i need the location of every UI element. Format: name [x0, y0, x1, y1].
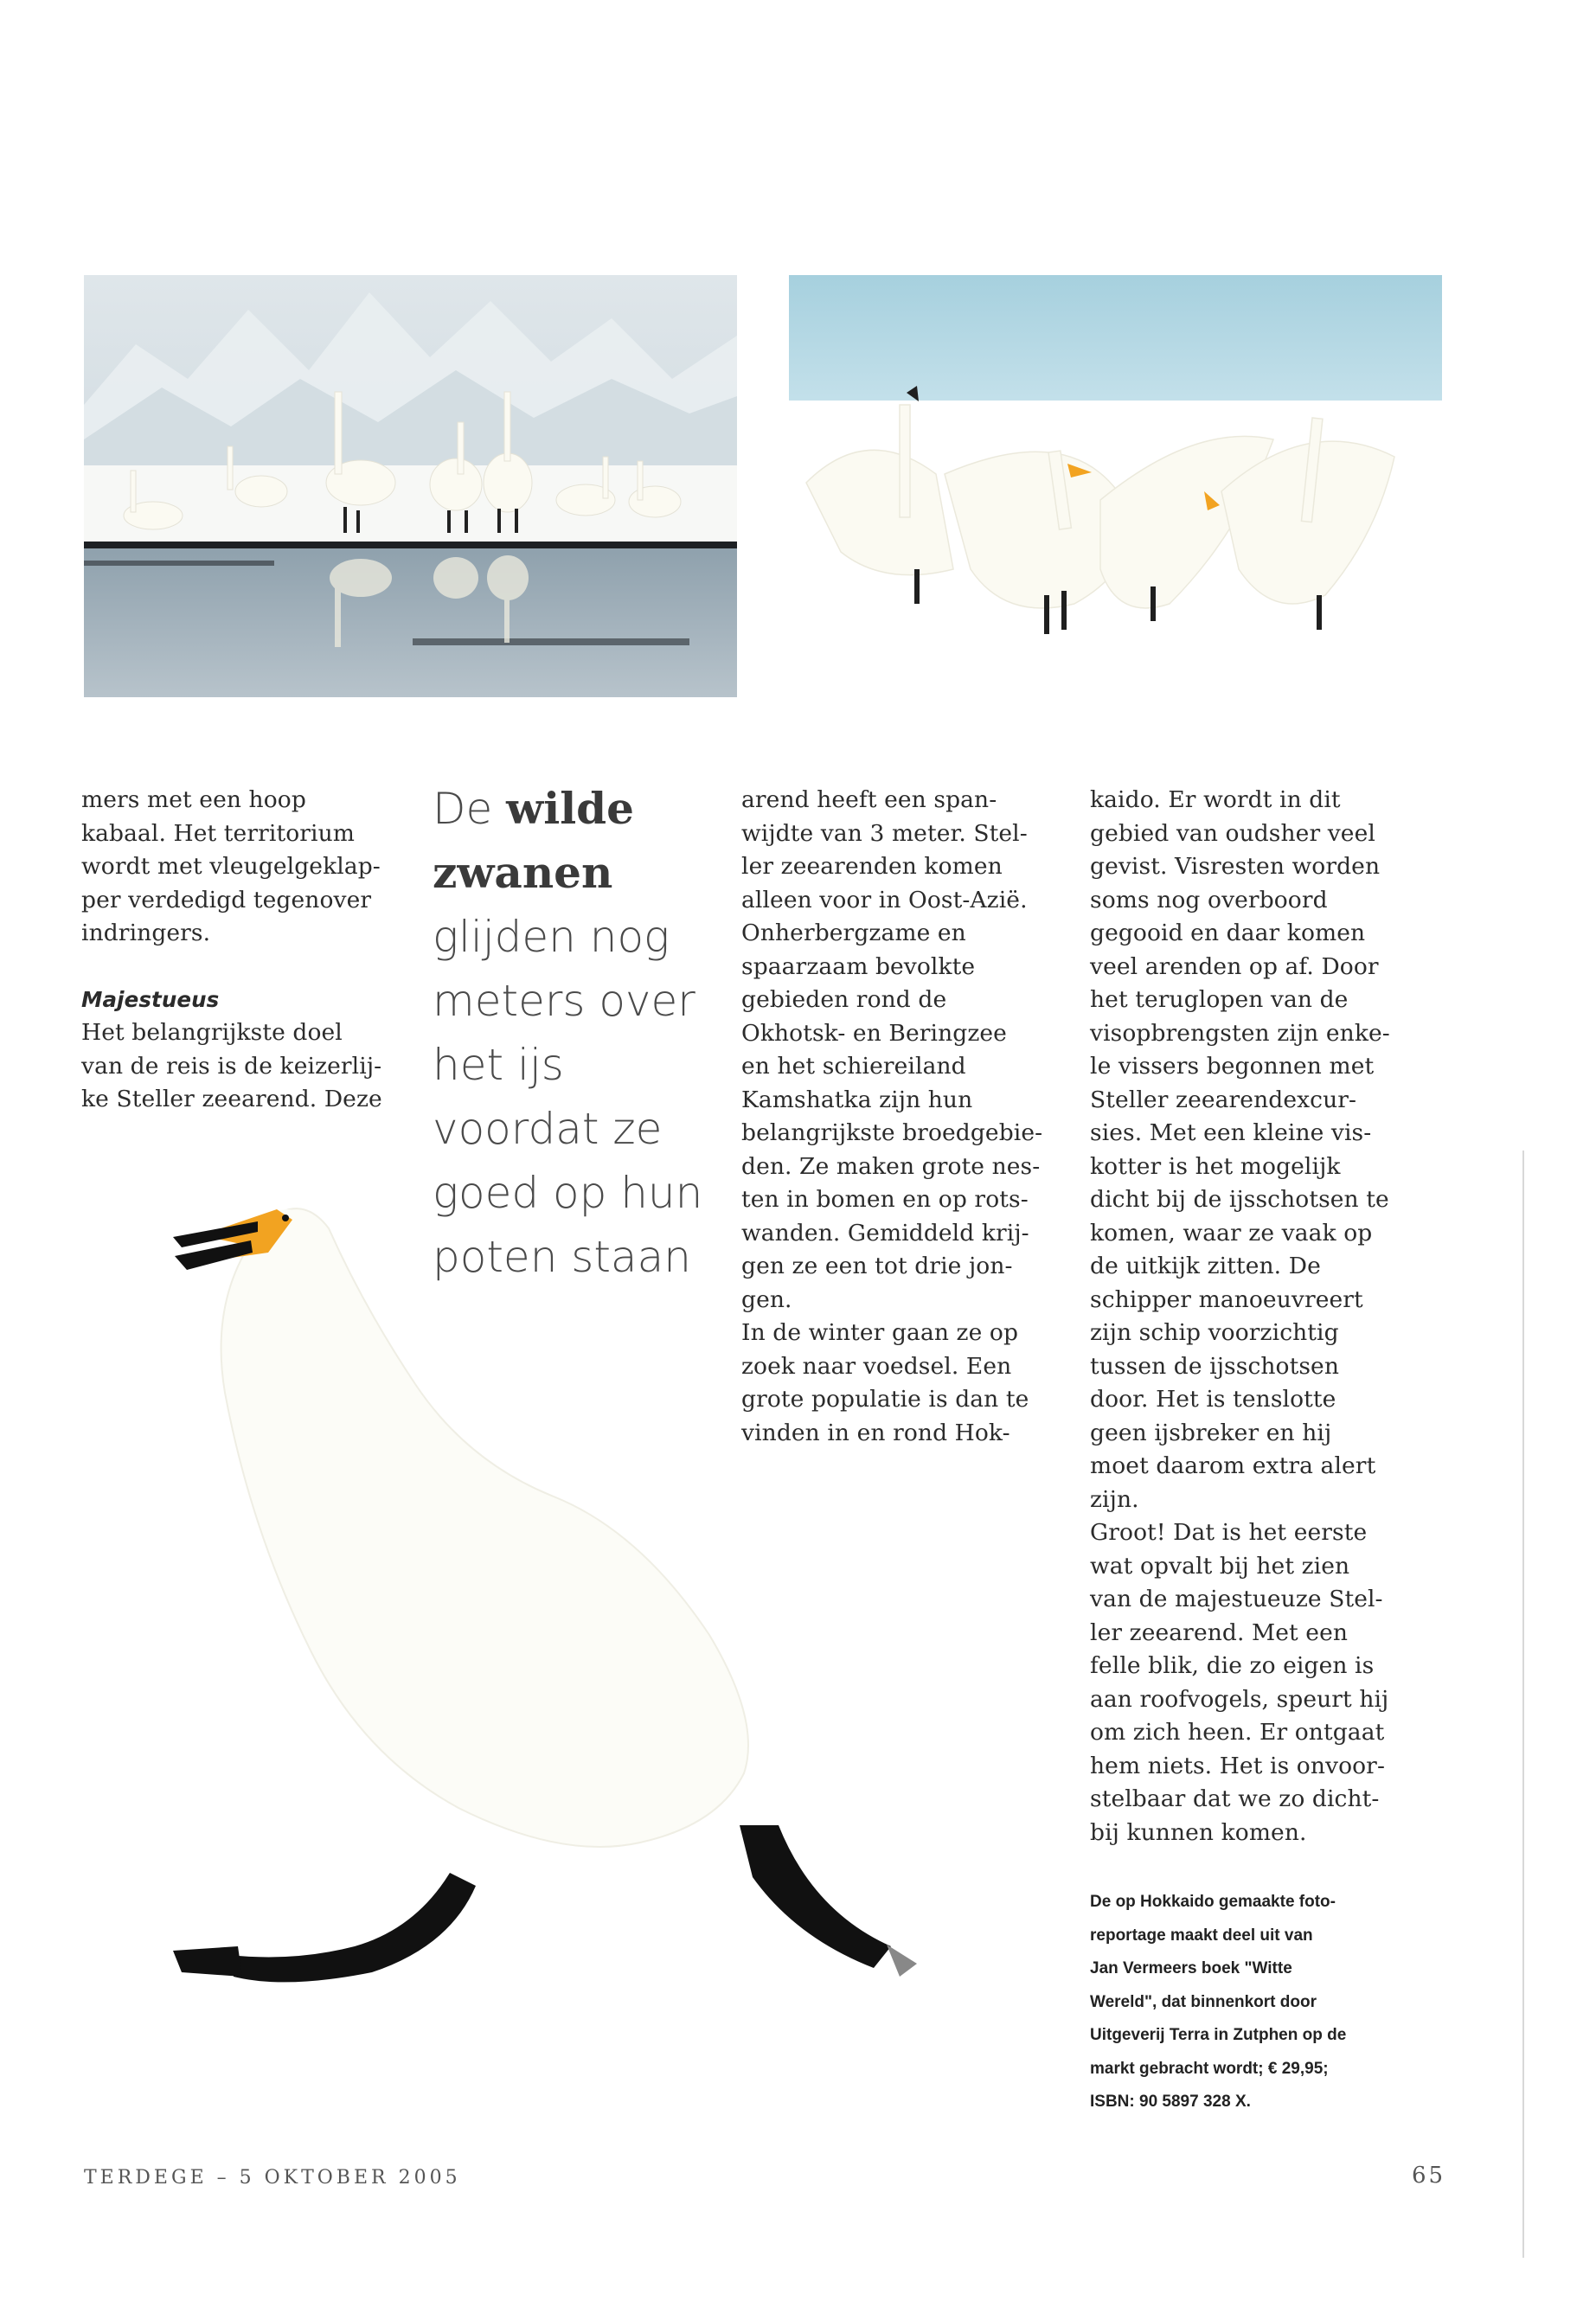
text-line: door. Het is tenslotte [1090, 1386, 1336, 1413]
text-line: Het belangrijkste doel [81, 1019, 343, 1046]
text-line: felle blik, die zo eigen is [1090, 1652, 1375, 1679]
text-line: moet daarom extra alert [1090, 1452, 1376, 1479]
text-line: kaido. Er wordt in dit [1090, 786, 1341, 813]
text-line: reportage maakt deel uit van [1090, 1926, 1313, 1945]
text-line: In de winter gaan ze op [741, 1319, 1019, 1346]
article-column-3 [741, 784, 1044, 1450]
text-line: het teruglopen van de [1090, 986, 1349, 1013]
text-line: markt gebracht wordt; € 29,95; [1090, 2059, 1329, 2078]
text-line: Jan Vermeers boek "Witte [1090, 1959, 1292, 1977]
article-column-4 [1090, 784, 1419, 1849]
text-line: vinden in en rond Hok- [741, 1419, 1010, 1446]
text-line: zoek naar voedsel. Een [741, 1352, 1012, 1380]
text-line: wat opvalt bij het zien [1090, 1552, 1350, 1580]
text-line: ler zeearenden komen [741, 853, 1003, 880]
text-line: van de majestueuze Stel- [1090, 1586, 1383, 1612]
text-line: arend heeft een span- [741, 786, 997, 813]
margin-rule [1522, 1150, 1524, 2258]
text-line: den. Ze maken grote nes- [741, 1152, 1041, 1180]
text-line: gebied van oudsher veel [1090, 819, 1375, 847]
text-line: van de reis is de keizerlij- [81, 1052, 382, 1080]
text-line: geen ijsbreker en hij [1090, 1419, 1332, 1446]
photo-swans-flapping [789, 275, 1442, 656]
text-line: tussen de ijsschotsen [1090, 1352, 1340, 1380]
text-line: le vissers begonnen met [1090, 1053, 1375, 1080]
magazine-issue-footer: TERDEGE – 5 OKTOBER 2005 [84, 2167, 461, 2189]
text-line: Uitgeverij Terra in Zutphen op de [1090, 2026, 1347, 2044]
text-line: sies. Met een kleine vis- [1090, 1119, 1372, 1146]
text-line: Okhotsk- en Beringzee [741, 1019, 1007, 1047]
pull-quote [433, 777, 727, 1289]
text-line: soms nog overboord [1090, 886, 1328, 913]
text-line: Kamshatka zijn hun [741, 1086, 973, 1113]
text-line: ISBN: 90 5897 328 X. [1090, 2093, 1251, 2111]
text-line: aan roofvogels, speurt hij [1090, 1685, 1389, 1713]
text-line: om zich heen. Er ontgaat [1090, 1719, 1385, 1746]
text-line: grote populatie is dan te [741, 1386, 1029, 1413]
text-line: Onherbergzame en [741, 920, 966, 946]
text-line: mers met een hoop [81, 786, 306, 813]
text-line: kotter is het mogelijk [1090, 1152, 1341, 1180]
text-line: bij kunnen komen. [1090, 1818, 1307, 1846]
text-line: indringers. [81, 920, 211, 946]
text-line: gebieden rond de [741, 986, 947, 1013]
section-subheading: Majestueus [81, 986, 220, 1012]
text-line: en het schiereiland [741, 1053, 966, 1080]
text-line: ten in bomen en op rots- [741, 1186, 1029, 1213]
text-line: zijn. [1090, 1485, 1139, 1513]
article-column-1 [81, 784, 401, 1117]
text-line: veel arenden op af. Door [1090, 952, 1379, 980]
text-line: Groot! Dat is het eerste [1090, 1519, 1368, 1546]
text-line: belangrijkste broedgebie- [741, 1119, 1043, 1146]
text-line: schipper manoeuvreert [1090, 1285, 1363, 1313]
text-line: gevist. Visresten worden [1090, 853, 1381, 880]
text-line: per verdedigd tegenover [81, 886, 372, 913]
text-line: spaarzaam bevolkte [741, 952, 976, 980]
text-line: De op Hokkaido gemaakte foto- [1090, 1893, 1336, 1911]
pull-quote-emphasis: wilde zwanen [433, 783, 634, 898]
text-line: wijdte van 3 meter. Stel- [741, 819, 1028, 847]
pull-quote-pre: De [433, 784, 507, 834]
text-line: ler zeearend. Met een [1090, 1618, 1349, 1646]
text-line: wordt met vleugelgeklap- [81, 853, 381, 880]
text-line: zijn schip voorzichtig [1090, 1319, 1339, 1346]
text-line: gen ze een tot drie jon- [741, 1253, 1013, 1279]
text-line: gen. [741, 1285, 792, 1313]
text-line: de uitkijk zitten. De [1090, 1253, 1321, 1279]
page-number: 65 [1412, 2163, 1446, 2189]
text-line: Wereld", dat binnenkort door [1090, 1992, 1317, 2011]
text-line: Steller zeearendexcur- [1090, 1086, 1357, 1113]
text-line: komen, waar ze vaak op [1090, 1219, 1373, 1247]
text-line: hem niets. Het is onvoor- [1090, 1752, 1386, 1779]
text-line: ke Steller zeearend. Deze [81, 1086, 382, 1112]
text-line: visopbrengsten zijn enke- [1090, 1019, 1390, 1047]
text-line: wanden. Gemiddeld krij- [741, 1219, 1029, 1247]
text-line: gegooid en daar komen [1090, 920, 1366, 946]
text-line: alleen voor in Oost-Azië. [741, 886, 1028, 913]
text-line: stelbaar dat we zo dicht- [1090, 1785, 1380, 1812]
text-line: dicht bij de ijsschotsen te [1090, 1186, 1389, 1213]
photo-swans-reflection [84, 275, 737, 697]
pull-quote-post: glijden nog meters over het ijs voordat ze goed op hun poten staan [433, 912, 703, 1282]
book-credit-note [1090, 1886, 1410, 2119]
text-line: kabaal. Het territorium [81, 819, 355, 847]
